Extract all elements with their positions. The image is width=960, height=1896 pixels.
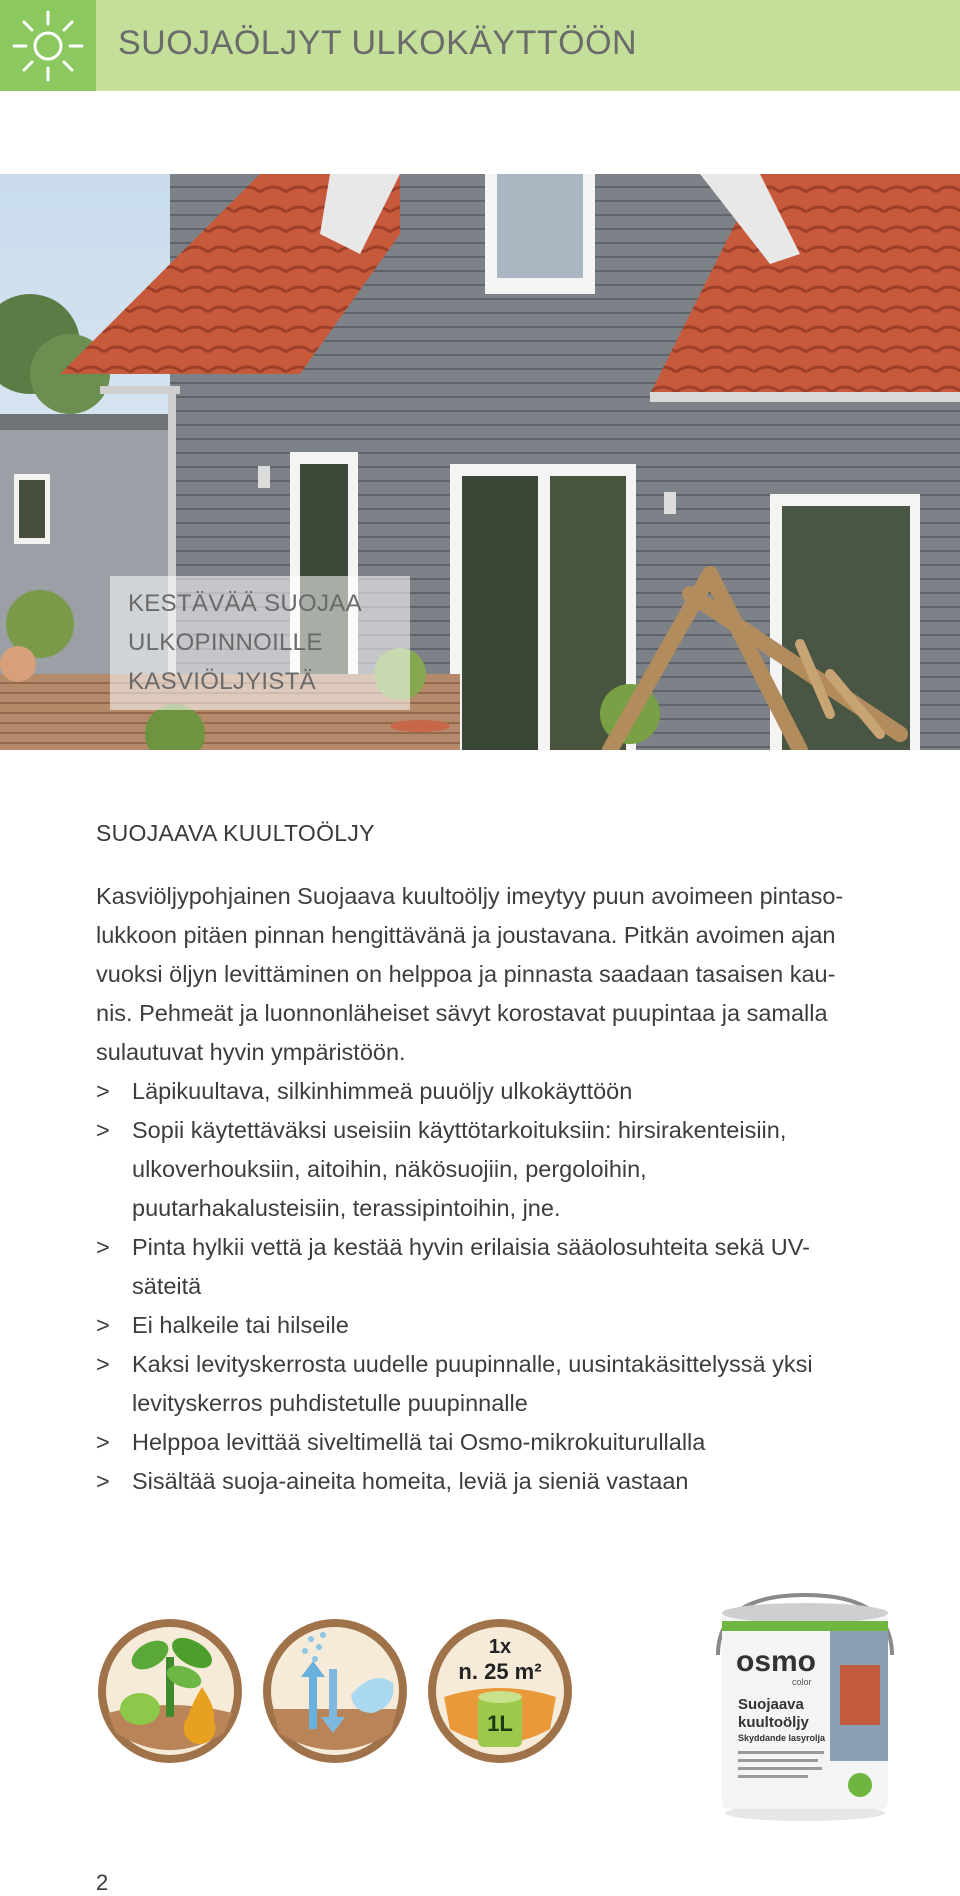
bullet-marker: > bbox=[96, 1312, 110, 1338]
product-name-line1: Suojaava bbox=[738, 1696, 804, 1713]
intro-paragraph bbox=[96, 877, 906, 1072]
list-item-text: ulkoverhouksiin, aitoihin, näkösuojiin, pergoloihin, bbox=[132, 1156, 647, 1182]
hero-caption-line: KASVIÖLJYISTÄ bbox=[128, 668, 316, 695]
list-item-text: levityskerros puhdistetulle puupinnalle bbox=[132, 1390, 528, 1416]
list-item-text: Helppoa levittää siveltimellä tai Osmo-mikrokuiturullalla bbox=[132, 1429, 706, 1455]
list-item bbox=[96, 1306, 906, 1345]
list-item bbox=[96, 1345, 906, 1423]
plant-oil-icon bbox=[96, 1617, 244, 1765]
list-item bbox=[96, 1228, 906, 1306]
header-band bbox=[0, 0, 960, 91]
intro-line: nis. Pehmeät ja luonnonläheiset sävyt korostavat puupintaa ja samalla bbox=[96, 1000, 828, 1026]
intro-line: vuoksi öljyn levittäminen on helppoa ja pinnasta saadaan tasaisen kau- bbox=[96, 961, 836, 987]
coverage-area: n. 25 m² bbox=[458, 1659, 542, 1684]
bullet-marker: > bbox=[96, 1351, 110, 1377]
intro-line: lukkoon pitäen pinnan hengittävänä ja joustavana. Pitkän avoimen ajan bbox=[96, 922, 836, 948]
sun-icon-box bbox=[0, 0, 96, 91]
section-title: SUOJAAVA KUULTOÖLJY bbox=[96, 820, 375, 846]
coverage-icon bbox=[426, 1617, 574, 1765]
product-description bbox=[96, 877, 906, 1501]
list-item bbox=[96, 1423, 906, 1462]
bullet-marker: > bbox=[96, 1468, 110, 1494]
hero-image bbox=[0, 174, 960, 750]
coverage-coats: 1x bbox=[488, 1636, 512, 1658]
bullet-marker: > bbox=[96, 1234, 110, 1260]
page-number: 2 bbox=[96, 1870, 109, 1895]
breathable-water-repellent-icon bbox=[261, 1617, 409, 1765]
intro-line: Kasviöljypohjainen Suojaava kuultoöljy imeytyy puun avoimeen pintaso- bbox=[96, 883, 844, 909]
hero-caption bbox=[110, 576, 410, 710]
list-item-text: puutarhakalusteisiin, terassipintoihin, jne. bbox=[132, 1195, 561, 1221]
product-brand-sub: color bbox=[792, 1677, 812, 1687]
feature-list bbox=[96, 1072, 906, 1501]
product-brand: osmo bbox=[736, 1645, 817, 1678]
list-item bbox=[96, 1072, 906, 1111]
list-item-text: Sisältää suoja-aineita homeita, leviä ja sieniä vastaan bbox=[132, 1468, 689, 1494]
list-item-text: Läpikuultava, silkinhimmeä puuöljy ulkokäyttöön bbox=[132, 1078, 633, 1104]
intro-line: sulautuvat hyvin ympäristöön. bbox=[96, 1039, 406, 1065]
sun-icon bbox=[8, 6, 88, 86]
hero-caption-line: ULKOPINNOILLE bbox=[128, 629, 323, 656]
list-item-text: Sopii käytettäväksi useisiin käyttötarkoituksiin: hirsirakenteisiin, bbox=[132, 1117, 787, 1143]
hero-caption-line: KESTÄVÄÄ SUOJAA bbox=[128, 590, 362, 617]
bullet-marker: > bbox=[96, 1117, 110, 1143]
page-title: SUOJAÖLJYT ULKOKÄYTTÖÖN bbox=[118, 24, 638, 62]
list-item-text: säteitä bbox=[132, 1273, 202, 1299]
bullet-marker: > bbox=[96, 1429, 110, 1455]
list-item-text: Ei halkeile tai hilseile bbox=[132, 1312, 349, 1338]
list-item-text: Kaksi levityskerrosta uudelle puupinnalle, uusintakäsittelyssä yksi bbox=[132, 1351, 813, 1377]
list-item bbox=[96, 1111, 906, 1228]
product-name-line2: kuultoöljy bbox=[738, 1714, 809, 1731]
product-name-sv: Skyddande lasyrolja bbox=[738, 1733, 826, 1743]
product-can bbox=[700, 1585, 910, 1825]
list-item bbox=[96, 1462, 906, 1501]
list-item-text: Pinta hylkii vettä ja kestää hyvin erilaisia sääolosuhteita sekä UV- bbox=[132, 1234, 810, 1260]
bullet-marker: > bbox=[96, 1078, 110, 1104]
coverage-volume: 1L bbox=[487, 1711, 513, 1736]
